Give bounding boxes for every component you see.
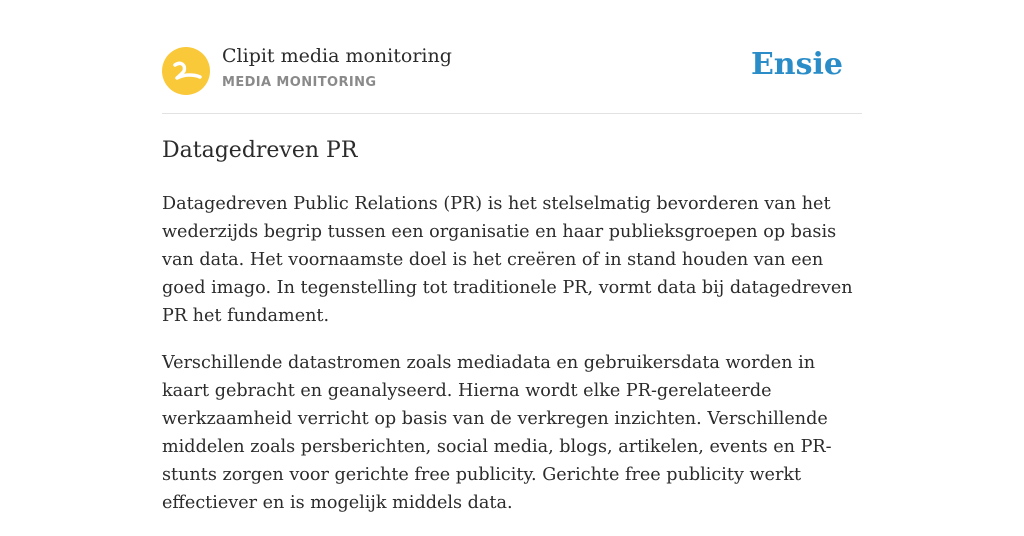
brand-category: MEDIA MONITORING <box>222 75 377 90</box>
article-paragraph: Verschillende datastromen zoals mediadata en gebruikersdata worden in kaart gebracht en geanalyseerd. Hierna wordt elke PR-gerelateerde werkzaamheid verricht op basis van de verkregen inzichten. Verschillende middelen zoals persberichten, social media, blogs, artikelen, events en PR-stunts zorgen voor gerichte free publicity. Gerichte free publicity werkt effectiever en is mogelijk middels data. <box>162 353 832 513</box>
article-title: Datagedreven PR <box>162 138 358 163</box>
brand-name[interactable]: Clipit media monitoring <box>222 45 452 67</box>
page-container <box>162 0 862 513</box>
article-body <box>162 190 862 536</box>
article-paragraph: Datagedreven Public Relations (PR) is het stelselmatig bevorderen van het wederzijds begrip tussen een organisatie en haar publieksgroepen op basis van data. Het voornaamste doel is het creëren of in stand houden van een goed imago. In tegenstelling tot traditionele PR, vormt data bij datagedreven PR het fundament. <box>162 194 853 326</box>
header <box>162 0 862 114</box>
speech-bubble-icon <box>162 47 210 95</box>
site-logo[interactable]: Ensie <box>750 47 843 82</box>
brand-logo[interactable] <box>162 47 210 95</box>
